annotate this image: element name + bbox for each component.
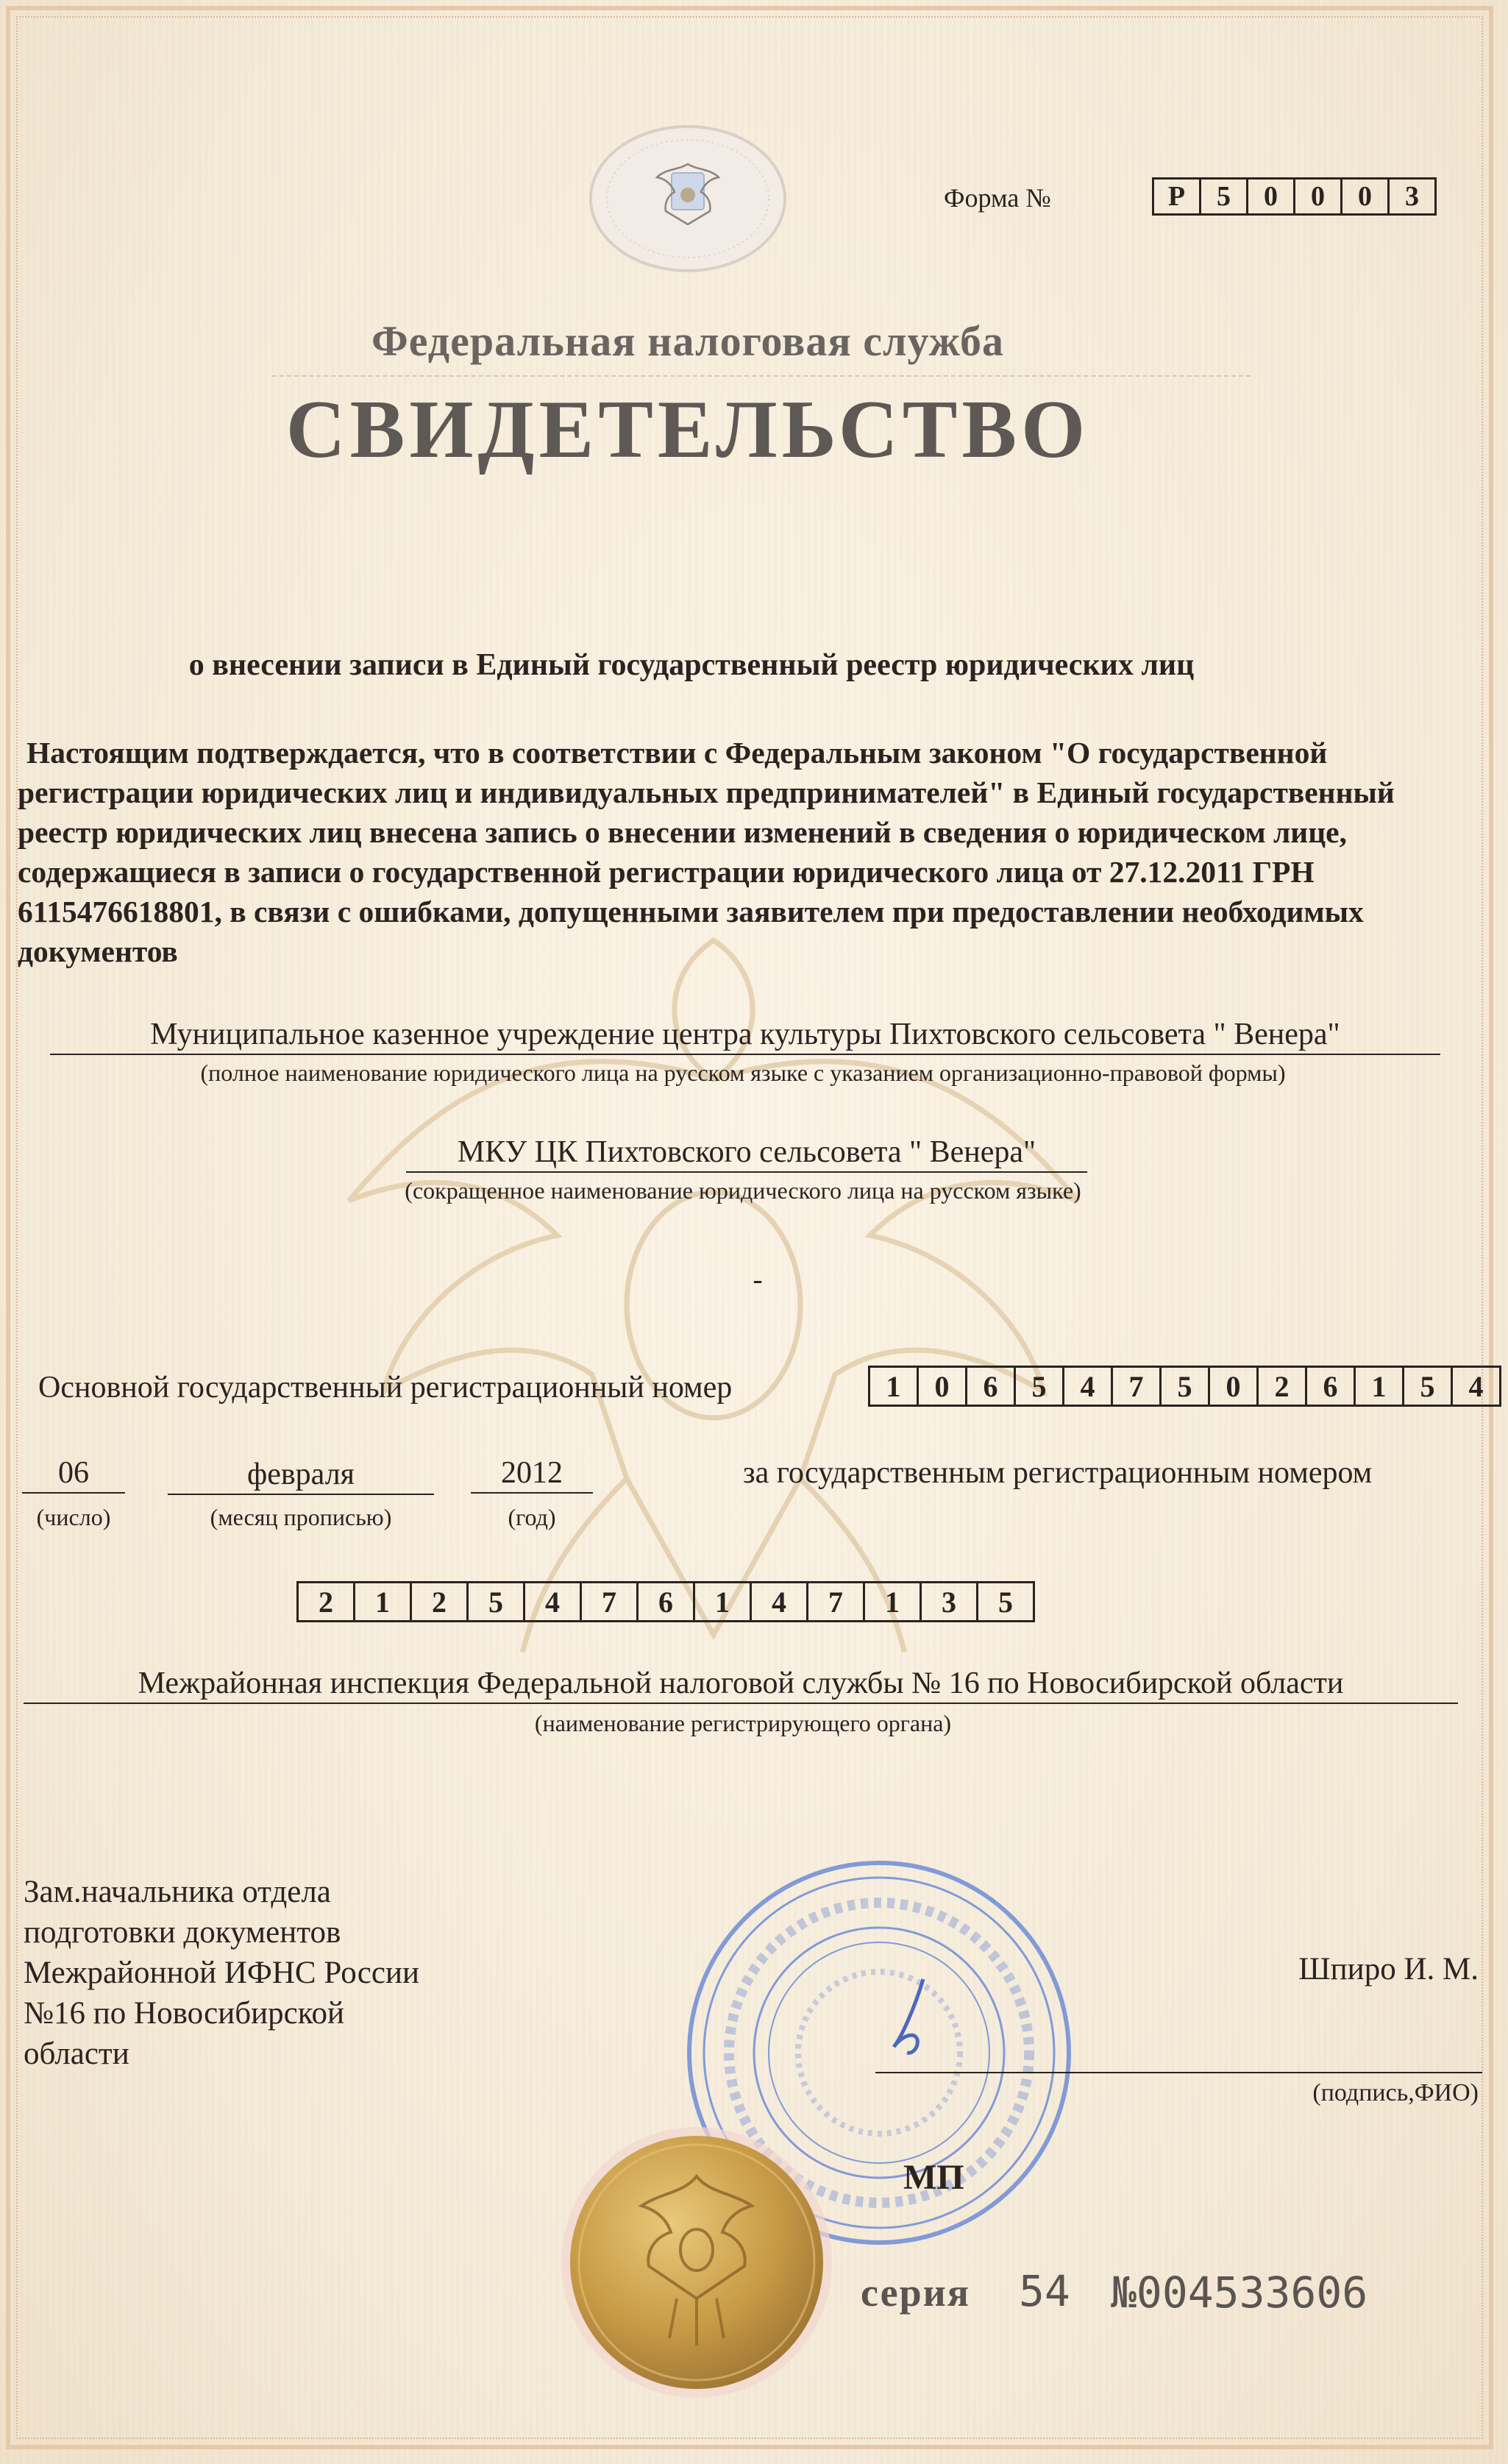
grn-digit: 1 (863, 1581, 922, 1622)
ogrn-digit: 6 (1305, 1366, 1356, 1407)
grn-digit: 7 (580, 1581, 639, 1622)
signer-position-line: Зам.начальника отдела (24, 1875, 331, 1909)
grn-digit: 7 (806, 1581, 865, 1622)
state-emblem-icon (585, 121, 791, 276)
ogrn-digit: 6 (965, 1366, 1016, 1407)
gold-seal-icon (559, 2125, 835, 2401)
series-label: серия (861, 2270, 970, 2315)
document-subtitle: о внесении записи в Единый государственный реестр юридических лиц (188, 648, 1195, 682)
ogrn-digit: 5 (1402, 1366, 1453, 1407)
registering-authority-caption: (наименование регистрирующего органа) (534, 1710, 952, 1736)
series-number: 54 (1019, 2266, 1070, 2316)
form-code-cell: Р (1152, 177, 1201, 216)
grn-digit: 2 (296, 1581, 355, 1622)
ogrn-digit: 5 (1159, 1366, 1210, 1407)
grn-digit: 6 (636, 1581, 695, 1622)
form-code-boxes (1152, 177, 1437, 216)
signer-position-line: области (24, 2037, 129, 2071)
agency-name: Федеральная налоговая служба (371, 317, 1005, 365)
entity-dash: - (753, 1263, 763, 1296)
date-day-caption: (число) (36, 1504, 111, 1530)
grn-digit: 4 (523, 1581, 582, 1622)
grn-digit: 5 (976, 1581, 1035, 1622)
signer-position-line: подготовки документов (24, 1915, 341, 1950)
entity-full-name: Муниципальное казенное учреждение центра культуры Пихтовского сельсовета " Венера" (50, 1015, 1440, 1055)
signer-position-line: №16 по Новосибирской (24, 1996, 344, 2031)
confirmation-paragraph: Настоящим подтверждается, что в соответствии с Федеральным законом "О государственной регистрации юридических лиц и индивидуальных предпринимателей" в Единый государственный реестр юридических лиц внесена запись о внесении изменений в сведения о юридическом лице, содержащиеся в записи о государственной регистрации юридического лица от 27.12.2011 ГРН 6115476618801, в связи с ошибками, допущенными заявителем при предоставлении необходимых документов (18, 736, 1395, 968)
grn-digit: 4 (750, 1581, 808, 1622)
entity-full-name-caption: (полное наименование юридического лица на русском языке с указанием организационно-правовой формы) (200, 1059, 1286, 1086)
entity-short-name-caption: (сокращенное наименование юридического лица на русском языке) (405, 1177, 1081, 1204)
ogrn-digit: 4 (1451, 1366, 1501, 1407)
divider (272, 375, 1251, 377)
signature-line (875, 2072, 1482, 2073)
signer-position (24, 1872, 419, 2074)
ogrn-boxes (868, 1366, 1501, 1407)
form-number-label: Форма № (944, 183, 1051, 213)
grn-boxes (296, 1581, 1035, 1622)
signer-position-line: Межрайонной ИФНС России (24, 1956, 419, 1990)
registering-authority: Межрайонная инспекция Федеральной налоговой службы № 16 по Новосибирской области (24, 1664, 1458, 1704)
ogrn-digit: 1 (1354, 1366, 1404, 1407)
form-code-cell: 0 (1340, 177, 1390, 216)
ogrn-digit: 5 (1014, 1366, 1064, 1407)
date-month: февраля (168, 1455, 434, 1495)
ogrn-digit: 2 (1256, 1366, 1307, 1407)
ogrn-digit: 1 (868, 1366, 919, 1407)
grn-digit: 1 (693, 1581, 752, 1622)
date-month-caption: (месяц прописью) (210, 1504, 392, 1530)
form-code-cell: 5 (1199, 177, 1248, 216)
ogrn-digit: 4 (1062, 1366, 1113, 1407)
ogrn-digit: 7 (1111, 1366, 1162, 1407)
date-year: 2012 (471, 1454, 593, 1494)
grn-digit: 1 (353, 1581, 412, 1622)
date-day: 06 (22, 1454, 125, 1494)
signature-caption: (подпись,ФИО) (1312, 2079, 1479, 2106)
grn-digit: 2 (410, 1581, 469, 1622)
grn-label: за государственным регистрационным номером (743, 1456, 1373, 1490)
grn-digit: 5 (466, 1581, 525, 1622)
grn-digit: 3 (920, 1581, 978, 1622)
form-code-cell: 0 (1246, 177, 1295, 216)
date-year-caption: (год) (508, 1504, 556, 1530)
signer-name: Шпиро И. М. (1298, 1952, 1479, 1987)
serial-number: №004533606 (1111, 2268, 1368, 2318)
document-title: СВИДЕТЕЛЬСТВО (285, 384, 1090, 475)
ogrn-label: Основной государственный регистрационный номер (38, 1371, 733, 1405)
entity-short-name: МКУ ЦК Пихтовского сельсовета " Венера" (406, 1133, 1087, 1173)
ogrn-digit: 0 (1208, 1366, 1259, 1407)
seal-place-label: МП (903, 2158, 964, 2197)
form-code-cell: 3 (1387, 177, 1437, 216)
form-code-cell: 0 (1293, 177, 1342, 216)
ogrn-digit: 0 (917, 1366, 967, 1407)
